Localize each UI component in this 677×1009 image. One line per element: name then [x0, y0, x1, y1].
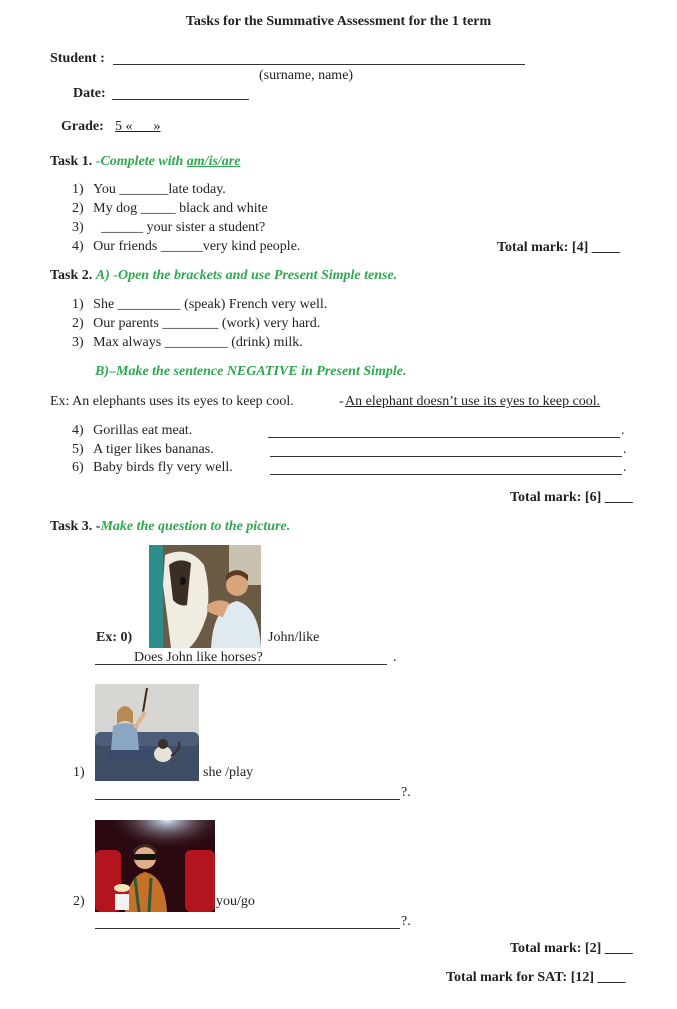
- item-text: A tiger likes bananas.: [93, 442, 214, 457]
- grade-value: 5 « »: [115, 119, 161, 134]
- task2-heading: [50, 268, 397, 284]
- answer-line-5[interactable]: [270, 456, 622, 457]
- task3-instruction: Make the question to the picture.: [100, 519, 291, 534]
- item-number: 3): [72, 220, 84, 235]
- student-label: Student :: [50, 51, 105, 66]
- task2-instruction-b: B)–Make the sentence NEGATIVE in Present Simple.: [95, 364, 407, 379]
- grand-total: Total mark for SAT: [12] ____: [446, 970, 626, 985]
- item-number: 2): [72, 316, 84, 331]
- answer-blank[interactable]: _________: [117, 297, 181, 312]
- answer-blank[interactable]: _________: [164, 335, 228, 350]
- answer-line-4[interactable]: [268, 437, 620, 438]
- item-text: (speak) French very well.: [184, 297, 328, 312]
- item-number: 2): [72, 201, 84, 216]
- task1-heading: [50, 154, 240, 170]
- item-number: 5): [72, 442, 84, 457]
- item-number: 1): [72, 297, 84, 312]
- task3-item-2-end: ?.: [401, 914, 411, 929]
- item-text: late today.: [168, 182, 226, 197]
- horse-photo: [149, 545, 261, 648]
- item-number: 1): [72, 182, 84, 197]
- answer-blank[interactable]: ________: [162, 316, 219, 331]
- item-text: Our friends: [93, 239, 158, 254]
- task3-example-period: .: [393, 650, 397, 665]
- task1-instruction: -Complete with: [95, 154, 187, 169]
- task1-item-4: [72, 239, 300, 255]
- task3-example-answer: Does John like horses?: [134, 650, 263, 665]
- boy-in-cinema-photo: [95, 820, 215, 912]
- answer-period: .: [623, 460, 627, 475]
- task2-item-1: [72, 297, 327, 313]
- item-text: Baby birds fly very well.: [93, 460, 233, 475]
- task3-heading: [50, 519, 290, 535]
- task2-item-3: [72, 335, 303, 351]
- task2-instruction-a: A) -Open the brackets and use Present Simple tense.: [95, 268, 398, 283]
- task2-item-4: [72, 423, 192, 439]
- answer-blank[interactable]: ______: [101, 220, 144, 235]
- item-text: (drink) milk.: [231, 335, 303, 350]
- task3-item-1-end: ?.: [401, 785, 411, 800]
- answer-blank[interactable]: _______: [119, 182, 169, 197]
- grade-label: Grade:: [61, 119, 104, 134]
- task2-label: Task 2.: [50, 268, 93, 283]
- task2-item-5: [72, 442, 214, 458]
- item-text: Gorillas eat meat.: [93, 423, 193, 438]
- answer-blank[interactable]: ______: [160, 239, 203, 254]
- girl-with-cat-photo: [95, 684, 199, 781]
- task2-item-6: [72, 460, 233, 476]
- task3-example-cue: John/like: [268, 630, 320, 645]
- task1-item-3: [72, 220, 265, 236]
- task3-item-1-number: 1): [73, 765, 85, 780]
- task3-example-label: Ex: 0): [96, 630, 133, 645]
- student-name-field[interactable]: [113, 64, 525, 65]
- item-text: (work) very hard.: [221, 316, 321, 331]
- task3-label: Task 3. -: [50, 519, 101, 534]
- task2-example-right: An elephant doesn’t use its eyes to keep cool.: [345, 394, 601, 409]
- date-field[interactable]: [112, 99, 249, 100]
- page-title: Tasks for the Summative Assessment for the 1 term: [185, 14, 492, 29]
- task2-example-left: Ex: An elephants uses its eyes to keep cool.: [50, 394, 294, 409]
- task1-total: Total mark: [4] ____: [497, 240, 620, 255]
- item-number: 4): [72, 423, 84, 438]
- task3-item-2-cue: you/go: [216, 894, 255, 909]
- task2-example-dash: -: [339, 394, 344, 409]
- date-label: Date:: [73, 86, 106, 101]
- task3-item-1-answer-line[interactable]: [95, 799, 400, 800]
- item-number: 4): [72, 239, 84, 254]
- task2-total: Total mark: [6] ____: [510, 490, 633, 505]
- task3-item-2-answer-line[interactable]: [95, 928, 400, 929]
- surname-hint: (surname, name): [259, 68, 354, 83]
- task2-item-2: [72, 316, 320, 332]
- item-text: Max always: [93, 335, 162, 350]
- task1-item-1: [72, 182, 226, 198]
- item-text: You: [93, 182, 116, 197]
- task3-item-1-cue: she /play: [203, 765, 254, 780]
- item-text: She: [93, 297, 115, 312]
- item-number: 6): [72, 460, 84, 475]
- item-text: your sister a student?: [146, 220, 266, 235]
- item-number: 3): [72, 335, 84, 350]
- task1-label: Task 1.: [50, 154, 93, 169]
- task1-words: am/is/are: [186, 154, 241, 169]
- item-text: black and white: [179, 201, 268, 216]
- item-text: Our parents: [93, 316, 159, 331]
- task1-item-2: [72, 201, 268, 217]
- task3-item-2-number: 2): [73, 894, 85, 909]
- task3-total: Total mark: [2] ____: [510, 941, 633, 956]
- item-text: My dog: [93, 201, 138, 216]
- answer-line-6[interactable]: [270, 474, 622, 475]
- answer-period: .: [621, 423, 625, 438]
- answer-blank[interactable]: _____: [140, 201, 176, 216]
- answer-period: .: [623, 442, 627, 457]
- item-text: very kind people.: [202, 239, 301, 254]
